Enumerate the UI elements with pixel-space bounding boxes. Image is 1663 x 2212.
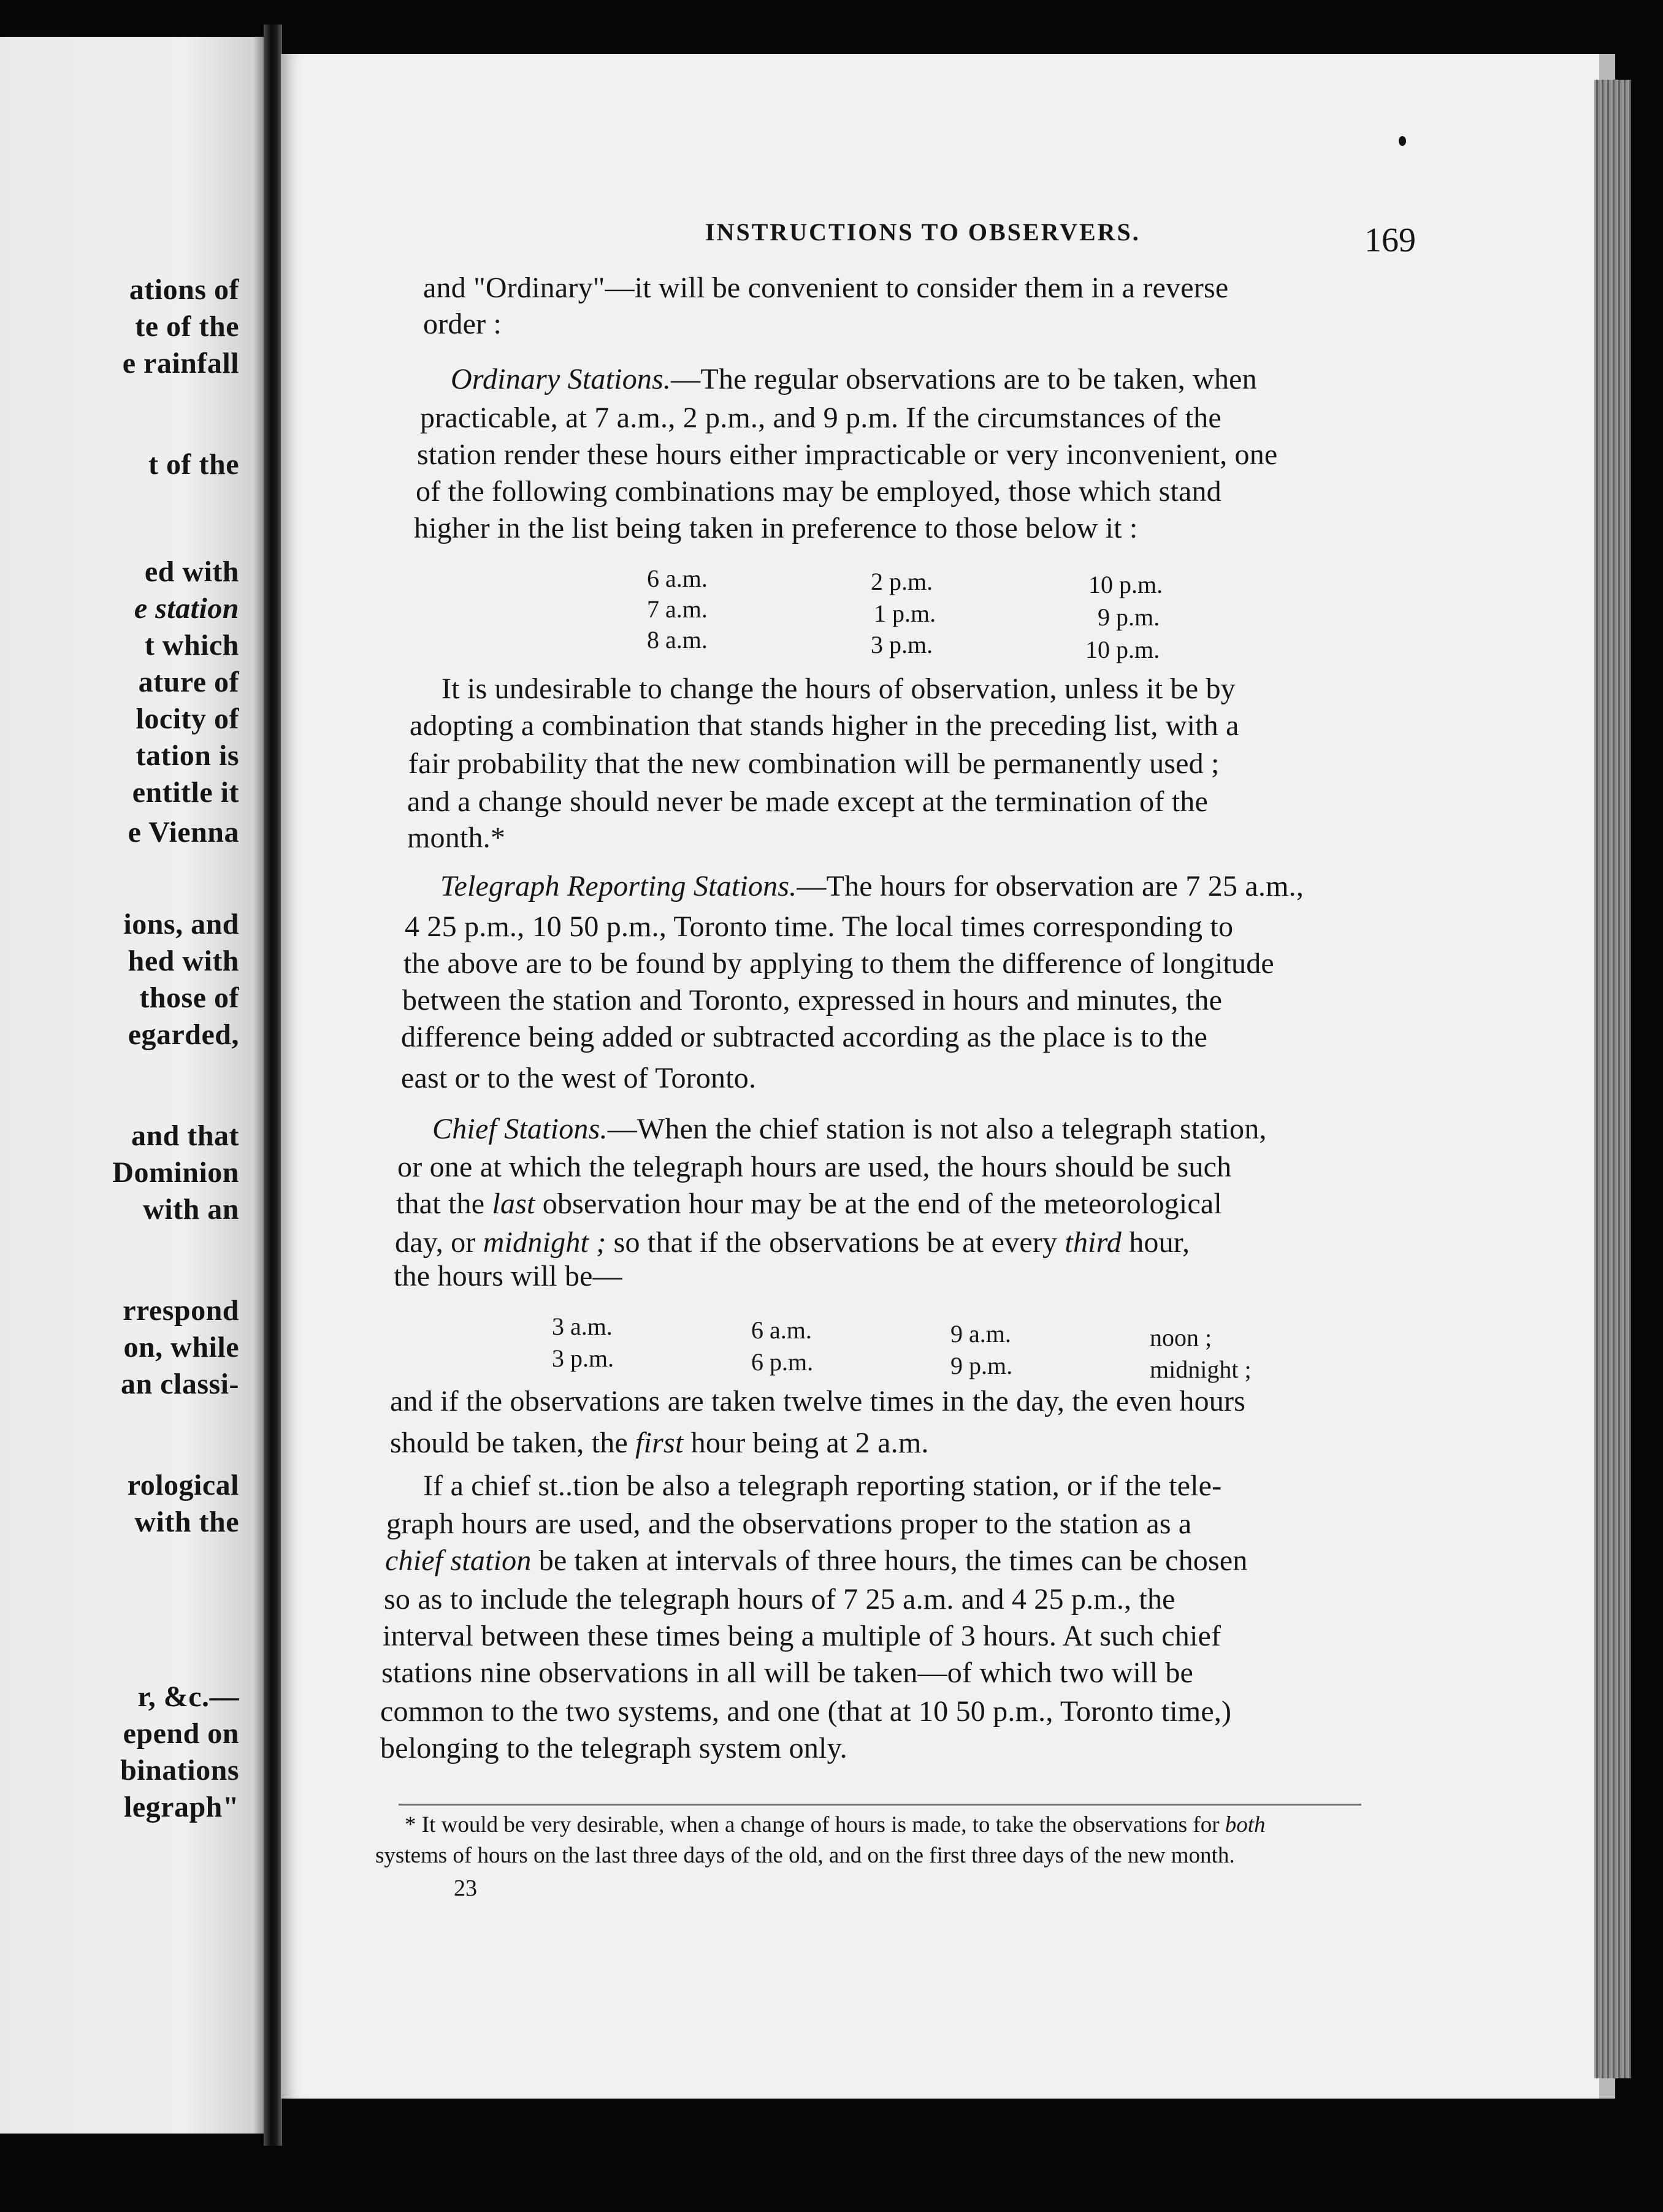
section-heading-telegraph: Telegraph Reporting Stations.	[440, 870, 797, 902]
table-cell: 6 p.m.	[751, 1348, 814, 1376]
left-page-line: entitle it	[132, 776, 239, 809]
body-line: interval between these times being a multiple of 3 hours. At such chief	[383, 1620, 1221, 1652]
signature-mark: 23	[454, 1875, 477, 1901]
body-line: difference being added or subtracted according as the place is to the	[401, 1021, 1208, 1053]
left-page-line: hed with	[128, 945, 239, 977]
body-line: and "Ordinary"—it will be convenient to consider them in a reverse	[423, 272, 1229, 304]
left-page-line: with an	[143, 1193, 239, 1226]
body-line: the above are to be found by applying to them the difference of longitude	[403, 947, 1274, 980]
table-cell: 1 p.m.	[874, 600, 936, 627]
table-cell: 6 a.m.	[751, 1316, 812, 1344]
left-page-line: e station	[134, 592, 239, 625]
table-cell: 3 a.m.	[552, 1313, 613, 1340]
left-page-line: binations	[120, 1754, 239, 1787]
table-cell: 10 p.m.	[1085, 636, 1160, 663]
page-number: 169	[1364, 221, 1416, 259]
footnote-line: systems of hours on the last three days of the old, and on the first three days of the new month.	[375, 1843, 1235, 1868]
emphasis: both	[1225, 1812, 1266, 1837]
left-page-line: te of the	[135, 310, 239, 343]
body-text: —When the chief station is not also a telegraph station,	[607, 1113, 1267, 1145]
left-page-line: t of the	[148, 448, 239, 481]
body-line: adopting a combination that stands higher in the preceding list, with a	[410, 709, 1239, 742]
table-cell: 10 p.m.	[1088, 571, 1163, 598]
table-cell: 3 p.m.	[871, 631, 933, 658]
left-page-line: tation is	[136, 739, 239, 772]
body-line	[432, 1115, 1267, 1144]
left-page-line: and that	[131, 1119, 239, 1152]
left-page-line: rrespond	[123, 1294, 239, 1327]
section-heading-ordinary: Ordinary Stations.	[451, 363, 671, 395]
body-text: —The regular observations are to be taken, when	[671, 363, 1257, 395]
left-page-line: those of	[139, 982, 239, 1014]
ink-speck	[1399, 136, 1406, 146]
table-cell: 9 p.m.	[1098, 603, 1160, 631]
left-page-line: on, while	[123, 1331, 239, 1363]
left-page-line: an classi-	[120, 1368, 239, 1400]
body-line: so as to include the telegraph hours of 7 25 a.m. and 4 25 p.m., the	[384, 1583, 1176, 1615]
body-line: 4 25 p.m., 10 50 p.m., Toronto time. The local times corresponding to	[405, 910, 1234, 943]
left-page-line: ations of	[129, 273, 239, 306]
footnote-line	[405, 1812, 1266, 1838]
body-line: month.*	[407, 822, 506, 854]
left-page-line: locity of	[136, 703, 239, 735]
emphasis: chief station	[385, 1544, 532, 1577]
body-line	[390, 1428, 929, 1458]
left-facing-page	[0, 37, 264, 2134]
left-page-line: ature of	[138, 666, 239, 698]
body-text: —The hours for observation are 7 25 a.m.,	[797, 870, 1304, 902]
body-line: It is undesirable to change the hours of observation, unless it be by	[442, 673, 1236, 705]
body-text: day, or	[395, 1226, 483, 1259]
body-text: hour being at 2 a.m.	[683, 1427, 929, 1459]
body-line: fair probability that the new combination will be permanently used ;	[408, 747, 1220, 780]
left-page-line: epend on	[123, 1717, 239, 1750]
table-cell: midnight ;	[1150, 1356, 1252, 1383]
left-page-line: legraph"	[124, 1791, 239, 1823]
emphasis: last	[492, 1188, 535, 1220]
body-line: belonging to the telegraph system only.	[380, 1732, 847, 1764]
footnote-text: * It would be very desirable, when a change of hours is made, to take the observations for	[405, 1812, 1225, 1837]
body-text: that the	[396, 1188, 492, 1220]
left-page-line: t which	[144, 629, 239, 662]
body-line: east or to the west of Toronto.	[401, 1062, 757, 1094]
table-cell: 9 a.m.	[950, 1320, 1011, 1348]
page-edges	[1594, 80, 1631, 2078]
left-page-line: e Vienna	[128, 816, 239, 849]
left-page-line: e rainfall	[122, 347, 239, 379]
emphasis: third	[1065, 1226, 1122, 1259]
body-line: common to the two systems, and one (that at 10 50 p.m., Toronto time,)	[380, 1695, 1232, 1728]
body-text: be taken at intervals of three hours, the times can be chosen	[531, 1544, 1248, 1577]
body-text: should be taken, the	[390, 1427, 636, 1459]
body-line: or one at which the telegraph hours are used, the hours should be such	[397, 1151, 1232, 1183]
left-page-line: Dominion	[112, 1156, 239, 1189]
body-line	[451, 365, 1257, 394]
emphasis: midnight ;	[483, 1226, 606, 1259]
body-line: station render these hours either impracticable or very inconvenient, one	[417, 438, 1278, 471]
body-line: the hours will be—	[394, 1260, 622, 1292]
table-cell: noon ;	[1150, 1324, 1212, 1351]
body-line: stations nine observations in all will be taken—of which two will be	[381, 1657, 1194, 1689]
emphasis: first	[635, 1427, 684, 1459]
body-line	[440, 872, 1304, 901]
body-text: observation hour may be at the end of the meteorological	[535, 1188, 1222, 1220]
left-page-line: with the	[134, 1506, 239, 1538]
table-cell: 9 p.m.	[950, 1352, 1013, 1379]
body-text: hour,	[1122, 1226, 1190, 1259]
left-page-line: rological	[127, 1469, 239, 1501]
table-cell: 2 p.m.	[871, 568, 933, 595]
table-cell: 8 a.m.	[647, 626, 708, 654]
body-line: practicable, at 7 a.m., 2 p.m., and 9 p.m. If the circumstances of the	[420, 402, 1221, 434]
table-cell: 3 p.m.	[552, 1344, 614, 1372]
left-page-line: r, &c.—	[137, 1680, 239, 1713]
body-line: and a change should never be made except at the termination of the	[407, 785, 1209, 818]
body-line: order :	[423, 308, 502, 340]
body-line: and if the observations are taken twelve times in the day, the even hours	[390, 1385, 1246, 1417]
left-page-line: egarded,	[128, 1018, 239, 1051]
body-line: If a chief st..tion be also a telegraph reporting station, or if the tele-	[423, 1470, 1222, 1502]
left-page-line: ed with	[144, 555, 239, 588]
body-line	[395, 1228, 1190, 1257]
body-line: higher in the list being taken in preference to those below it :	[414, 512, 1138, 544]
body-line: graph hours are used, and the observations proper to the station as a	[386, 1508, 1192, 1540]
section-heading-chief: Chief Stations.	[432, 1113, 608, 1145]
book-gutter	[264, 25, 282, 2146]
footnote-rule	[399, 1804, 1361, 1806]
body-line: of the following combinations may be employed, those which stand	[416, 475, 1221, 508]
body-line	[385, 1546, 1248, 1576]
body-text: so that if the observations be at every	[606, 1226, 1065, 1259]
left-page-line: ions, and	[123, 908, 239, 940]
body-line	[396, 1189, 1222, 1219]
running-title: INSTRUCTIONS TO OBSERVERS.	[705, 218, 1141, 246]
table-cell: 6 a.m.	[647, 565, 708, 592]
body-line: between the station and Toronto, expressed in hours and minutes, the	[402, 984, 1223, 1016]
table-cell: 7 a.m.	[647, 595, 708, 623]
